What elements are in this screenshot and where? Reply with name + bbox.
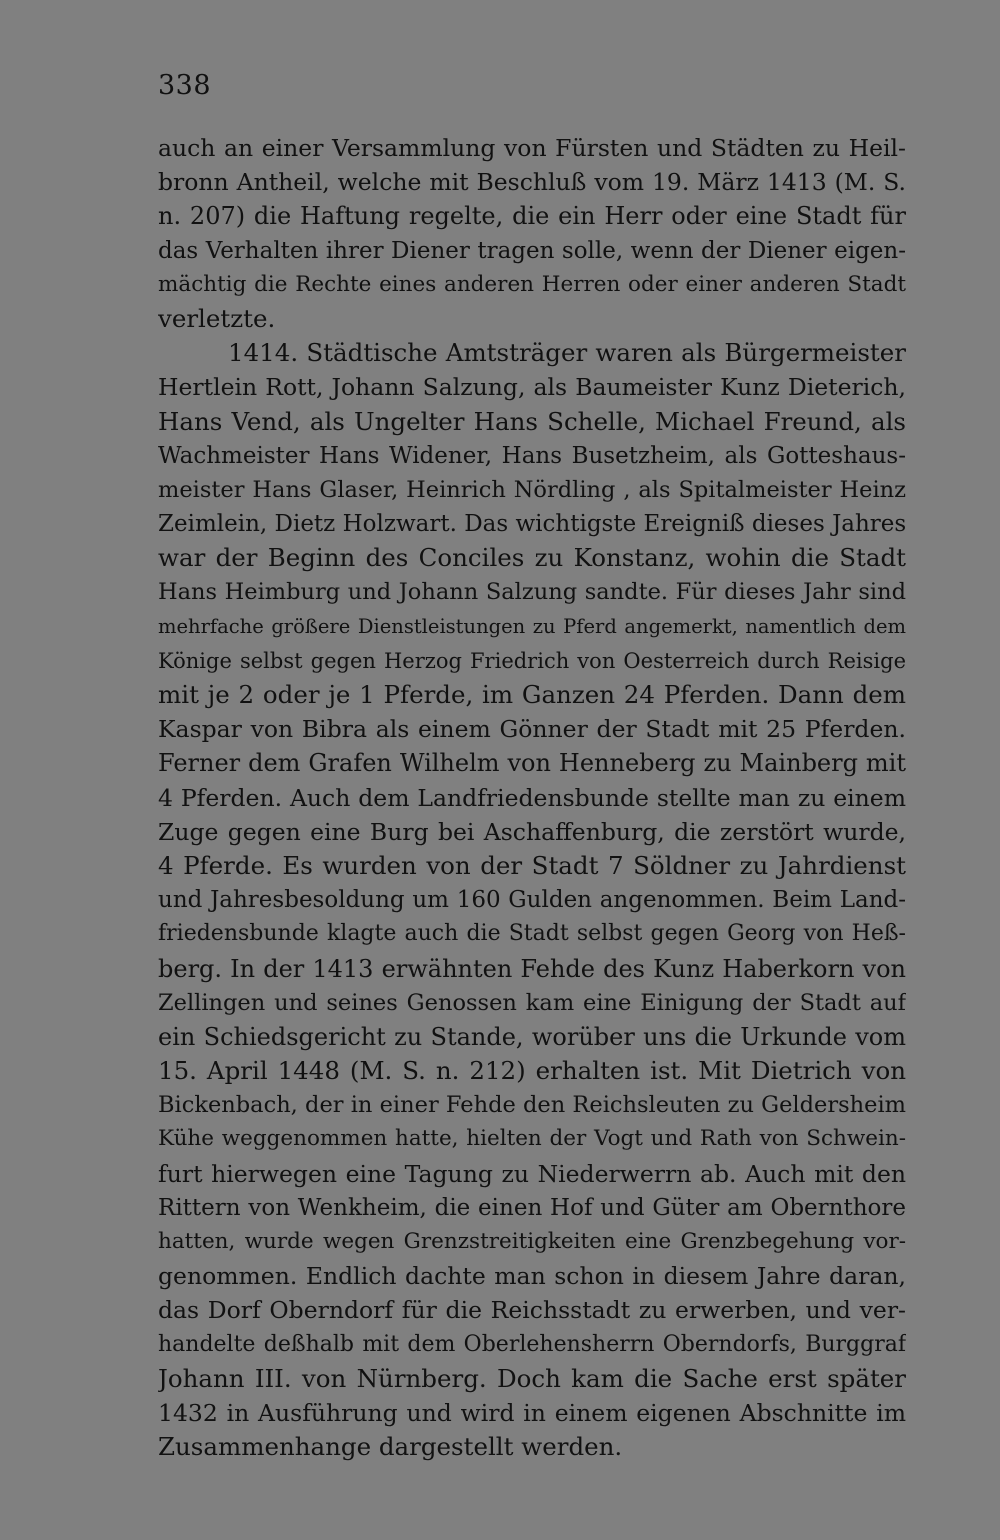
text-line: Zuge gegen eine Burg bei Aschaffenburg, die zerstört wurde, xyxy=(158,817,906,846)
text-line: 4 Pferde. Es wurden von der Stadt 7 Söldner zu Jahrdienst xyxy=(158,850,906,880)
text-line: Hans Heimburg und Johann Salzung sandte. Für dieses Jahr sind xyxy=(158,579,906,606)
text-line: berg. In der 1413 erwähnten Fehde des Kunz Haberkorn von xyxy=(158,954,906,983)
text-line: Hans Vend, als Ungelter Hans Schelle, Michael Freund, als xyxy=(158,406,906,436)
text-line: 1414. Städtische Amtsträger waren als Bürgermeister xyxy=(228,338,906,368)
text-line: auch an einer Versammlung von Fürsten und Städten zu Heil- xyxy=(158,134,906,162)
text-line: war der Beginn des Conciles zu Konstanz, wohin die Stadt xyxy=(158,543,906,573)
text-line: genommen. Endlich dachte man schon in diesem Jahre daran, xyxy=(158,1262,906,1291)
text-line: Kühe weggenommen hatte, hielten der Vogt und Rath von Schwein- xyxy=(158,1126,906,1152)
text-line: meister Hans Glaser, Heinrich Nördling , als Spitalmeister Heinz xyxy=(158,476,906,503)
text-line: Hertlein Rott, Johann Salzung, als Baumeister Kunz Dieterich, xyxy=(158,373,906,402)
text-line: furt hierwegen eine Tagung zu Niederwerrn ab. Auch mit den xyxy=(158,1159,906,1188)
text-line: friedensbunde klagte auch die Stadt selbst gegen Georg von Heß- xyxy=(158,921,906,947)
body-text xyxy=(158,131,906,1464)
text-line: Johann III. von Nürnberg. Doch kam die Sache erst später xyxy=(158,1363,906,1393)
text-line: Zusammenhange dargestellt werden. xyxy=(158,1432,623,1462)
text-line: 1432 in Ausführung und wird in einem eigenen Abschnitte im xyxy=(158,1398,906,1427)
text-line: Könige selbst gegen Herzog Friedrich von Oesterreich durch Reisige xyxy=(158,648,906,673)
text-line: mächtig die Rechte eines anderen Herren oder einer anderen Stadt xyxy=(158,271,906,297)
text-line: verletzte. xyxy=(158,303,276,333)
text-line: handelte deßhalb mit dem Oberlehensherrn Oberndorfs, Burggraf xyxy=(158,1331,906,1357)
text-line: n. 207) die Haftung regelte, die ein Herr oder eine Stadt für xyxy=(158,202,906,231)
text-line: 4 Pferden. Auch dem Landfriedensbunde stellte man zu einem xyxy=(158,783,906,812)
text-line: und Jahresbesoldung um 160 Gulden angenommen. Beim Land- xyxy=(158,887,906,914)
text-line: ein Schiedsgericht zu Stande, worüber uns die Urkunde vom xyxy=(158,1022,906,1051)
text-line: Zellingen und seines Genossen kam eine Einigung der Stadt auf xyxy=(158,989,906,1016)
text-line: Wachmeister Hans Widener, Hans Busetzheim, als Gotteshaus- xyxy=(158,442,906,469)
text-line: Kaspar von Bibra als einem Gönner der Stadt mit 25 Pferden. xyxy=(158,715,906,744)
text-line: Ferner dem Grafen Wilhelm von Henneberg zu Mainberg mit xyxy=(158,749,906,778)
page-number: 338 xyxy=(158,70,212,101)
text-line: mehrfache größere Dienstleistungen zu Pferd angemerkt, namentlich dem xyxy=(158,614,906,638)
text-line: 15. April 1448 (M. S. n. 212) erhalten ist. Mit Dietrich von xyxy=(158,1056,906,1086)
text-line: Rittern von Wenkheim, die einen Hof und Güter am Obernthore xyxy=(158,1194,906,1221)
text-line: Bickenbach, der in einer Fehde den Reichsleuten zu Geldersheim xyxy=(158,1092,906,1119)
text-line: mit je 2 oder je 1 Pferde, im Ganzen 24 Pferden. Dann dem xyxy=(158,680,906,709)
text-line: hatten, wurde wegen Grenzstreitigkeiten eine Grenzbegehung vor- xyxy=(158,1229,906,1254)
text-line: Zeimlein, Dietz Holzwart. Das wichtigste Ereigniß dieses Jahres xyxy=(158,511,906,538)
text-line: bronn Antheil, welche mit Beschluß vom 19. März 1413 (M. S. xyxy=(158,168,906,197)
text-line: das Verhalten ihrer Diener tragen solle, wenn der Diener eigen- xyxy=(158,237,906,264)
text-line: das Dorf Oberndorf für die Reichsstadt zu erwerben, und ver- xyxy=(158,1296,906,1325)
